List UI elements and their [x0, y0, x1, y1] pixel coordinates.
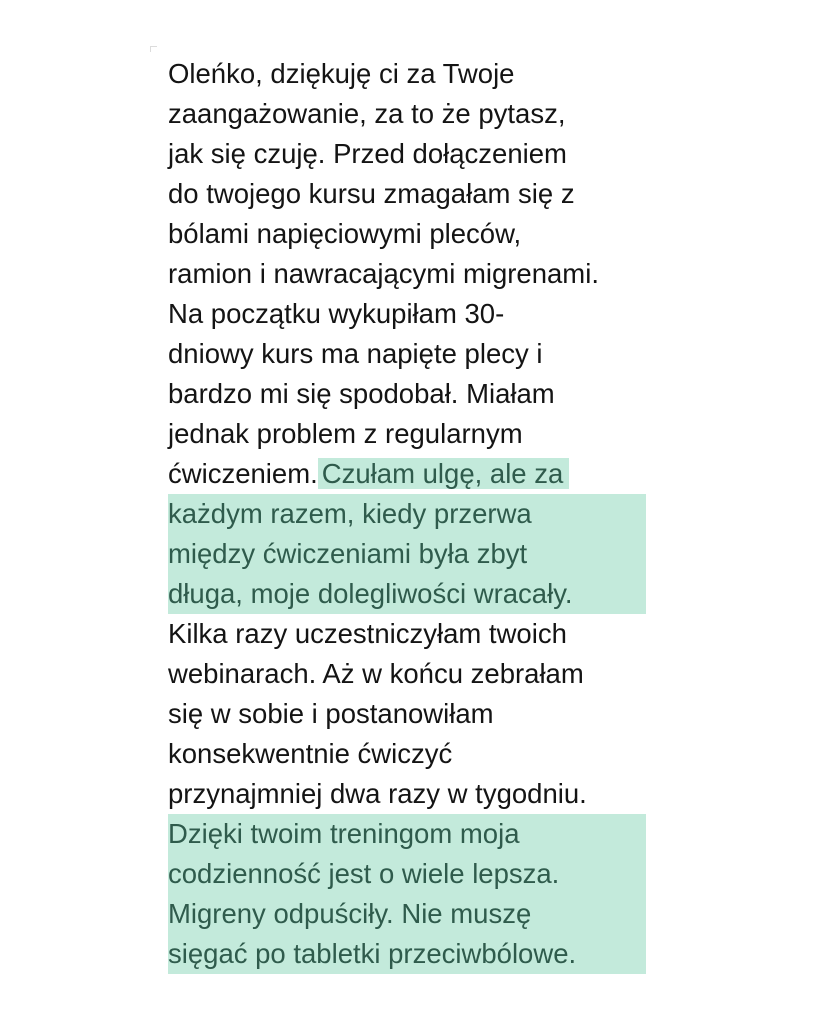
plain-text: ćwiczeniem.	[168, 458, 318, 489]
message-line: webinarach. Aż w końcu zebrałam	[168, 658, 584, 689]
message-line: Na początku wykupiłam 30-	[168, 298, 505, 329]
message-line: bólami napięciowymi pleców,	[168, 218, 522, 249]
message-line: konsekwentnie ćwiczyć	[168, 738, 453, 769]
highlighted-text: każdym razem, kiedy przerwa	[168, 494, 646, 534]
highlighted-text: Dzięki twoim treningom moja	[168, 814, 646, 854]
message-line: dniowy kurs ma napięte plecy i	[168, 338, 543, 369]
highlighted-text: Migreny odpuściły. Nie muszę	[168, 894, 646, 934]
highlight-line	[168, 574, 668, 614]
highlighted-text: Czułam ulgę, ale za	[318, 458, 570, 489]
message-text	[168, 54, 668, 974]
message-line: Oleńko, dziękuję ci za Twoje	[168, 58, 515, 89]
message-line: do twojego kursu zmagałam się z	[168, 178, 575, 209]
message-line: bardzo mi się spodobał. Miałam	[168, 378, 555, 409]
message-line: przynajmniej dwa razy w tygodniu.	[168, 778, 587, 809]
highlighted-text: codzienność jest o wiele lepsza.	[168, 854, 646, 894]
message-line: jednak problem z regularnym	[168, 418, 523, 449]
message-line: zaangażowanie, za to że pytasz,	[168, 98, 566, 129]
message-line: jak się czuję. Przed dołączeniem	[168, 138, 567, 169]
highlight-line	[168, 534, 668, 574]
message-line: się w sobie i postanowiłam	[168, 698, 494, 729]
highlighted-text: sięgać po tabletki przeciwbólowe.	[168, 934, 646, 974]
highlight-line	[168, 494, 668, 534]
highlight-line	[168, 894, 668, 934]
highlight-line	[168, 814, 668, 854]
highlighted-text: długa, moje dolegliwości wracały.	[168, 574, 646, 614]
highlight-line	[168, 854, 668, 894]
message-line-mixed	[168, 454, 668, 494]
highlighted-text: między ćwiczeniami była zbyt	[168, 534, 646, 574]
message-line: ramion i nawracającymi migrenami.	[168, 258, 599, 289]
highlight-line	[168, 934, 668, 974]
message-line: Kilka razy uczestniczyłam twoich	[168, 618, 567, 649]
corner-mark	[150, 46, 157, 52]
